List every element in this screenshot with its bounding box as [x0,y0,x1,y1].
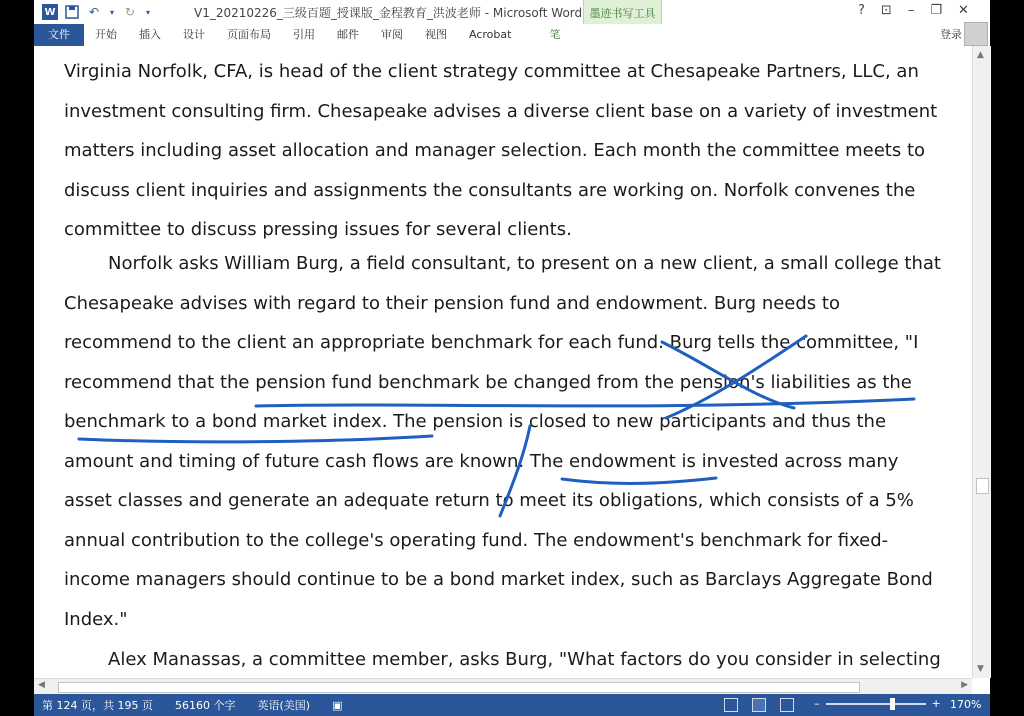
scroll-down-icon[interactable]: ▼ [977,664,984,674]
document-page[interactable] [34,46,972,678]
paragraph-1: Virginia Norfolk, CFA, is head of the client strategy committee at Chesapeake Partners, LLC, an investment consulting firm. Chesapeake advises a diverse client base on a variety of investment matters including asset allocation and manager selection. Each month the committee meets to discuss client inquiries and assignments the consultants are working on. Norfolk convenes the committee to discuss pressing issues for several clients. [64,61,938,240]
zoom-out-icon[interactable]: – [814,697,820,710]
title-bar [34,0,990,24]
avatar[interactable] [964,22,988,46]
undo-dropdown-icon[interactable]: ▾ [109,7,114,17]
ribbon-tabs [34,24,990,46]
zoom-slider[interactable] [814,697,941,710]
tab-file[interactable]: 文件 [34,24,84,46]
zoom-track[interactable] [826,703,926,705]
view-buttons [724,698,794,712]
zoom-level[interactable]: 170% [950,698,982,711]
print-layout-icon[interactable] [752,698,766,712]
tab-insert[interactable]: 插入 [139,28,161,41]
vertical-scroll-thumb[interactable] [976,478,989,494]
ink-tools-title: 墨迹书写工具 [589,7,656,20]
tab-home[interactable]: 开始 [95,28,117,41]
zoom-in-icon[interactable]: + [931,697,941,710]
scroll-left-icon[interactable]: ◀ [38,680,45,690]
tab-mailings[interactable]: 邮件 [337,28,359,41]
tab-review[interactable]: 审阅 [381,28,403,41]
word-count[interactable]: 56160 个字 [174,699,236,712]
redo-icon[interactable]: ↻ [124,5,136,19]
document-title: V1_20210226_三级百题_授课版_金程教育_洪波老师 - Microsoft Word [194,6,583,20]
tab-page-layout[interactable]: 页面布局 [227,28,271,41]
tab-pen[interactable]: 笔 [549,28,561,41]
save-icon[interactable] [64,4,80,20]
scroll-up-icon[interactable]: ▲ [977,50,984,60]
macro-record-icon[interactable]: ▣ [332,698,343,712]
tab-acrobat[interactable]: Acrobat [469,28,512,41]
zoom-knob[interactable] [890,698,895,710]
restore-button[interactable]: ❐ [930,3,942,18]
help-button[interactable]: ? [858,3,865,18]
read-mode-icon[interactable] [724,698,738,712]
paragraph-2: Norfolk asks William Burg, a field consultant, to present on a new client, a small college that Chesapeake advises with regard to their pension fund and endowment. Burg needs to recommend to the client an appropriate benchmark for each fund. Burg tells the committee, "I recommend that the pension fund benchmark be changed from the pension's liabilities as the benchmark to a bond market index. The pension is closed to new participants and thus the amount and timing of future cash flows are known. The endowment is invested across many asset classes and generate an adequate return to meet its obligations, which consists of a 5% annual contribution to the college's operating fund. The endowment's benchmark for fixed-income managers should continue to be a bond market index, such as Barclays Aggregate Bond Index." [64,253,941,630]
undo-icon[interactable]: ↶ [88,5,100,19]
window-controls [858,3,969,18]
status-bar [34,694,990,716]
sign-in-link[interactable]: 登录 [940,28,962,41]
tab-design[interactable]: 设计 [183,28,205,41]
minimize-button[interactable]: – [907,3,915,18]
quick-access-toolbar [42,4,152,20]
vertical-scrollbar[interactable] [972,46,991,678]
ribbon-display-options-button[interactable]: ⊡ [880,3,892,18]
right-black-border [990,0,1024,716]
qat-customize-icon[interactable]: ▾ [145,7,150,17]
paragraph-3: Alex Manassas, a committee member, asks Burg, "What factors do you consider in selecting [108,649,941,670]
horizontal-scroll-thumb[interactable] [58,682,860,693]
word-app-icon: W [42,4,58,20]
page-count[interactable]: 第 124 页，共 195 页 [42,699,153,712]
tab-references[interactable]: 引用 [293,28,315,41]
scroll-right-icon[interactable]: ▶ [961,680,968,690]
left-black-border [0,0,34,716]
tab-view[interactable]: 视图 [425,28,447,41]
web-layout-icon[interactable] [780,698,794,712]
close-button[interactable]: ✕ [957,3,969,18]
horizontal-scrollbar[interactable] [34,678,972,695]
language-indicator[interactable]: 英语(美国) [257,699,311,712]
